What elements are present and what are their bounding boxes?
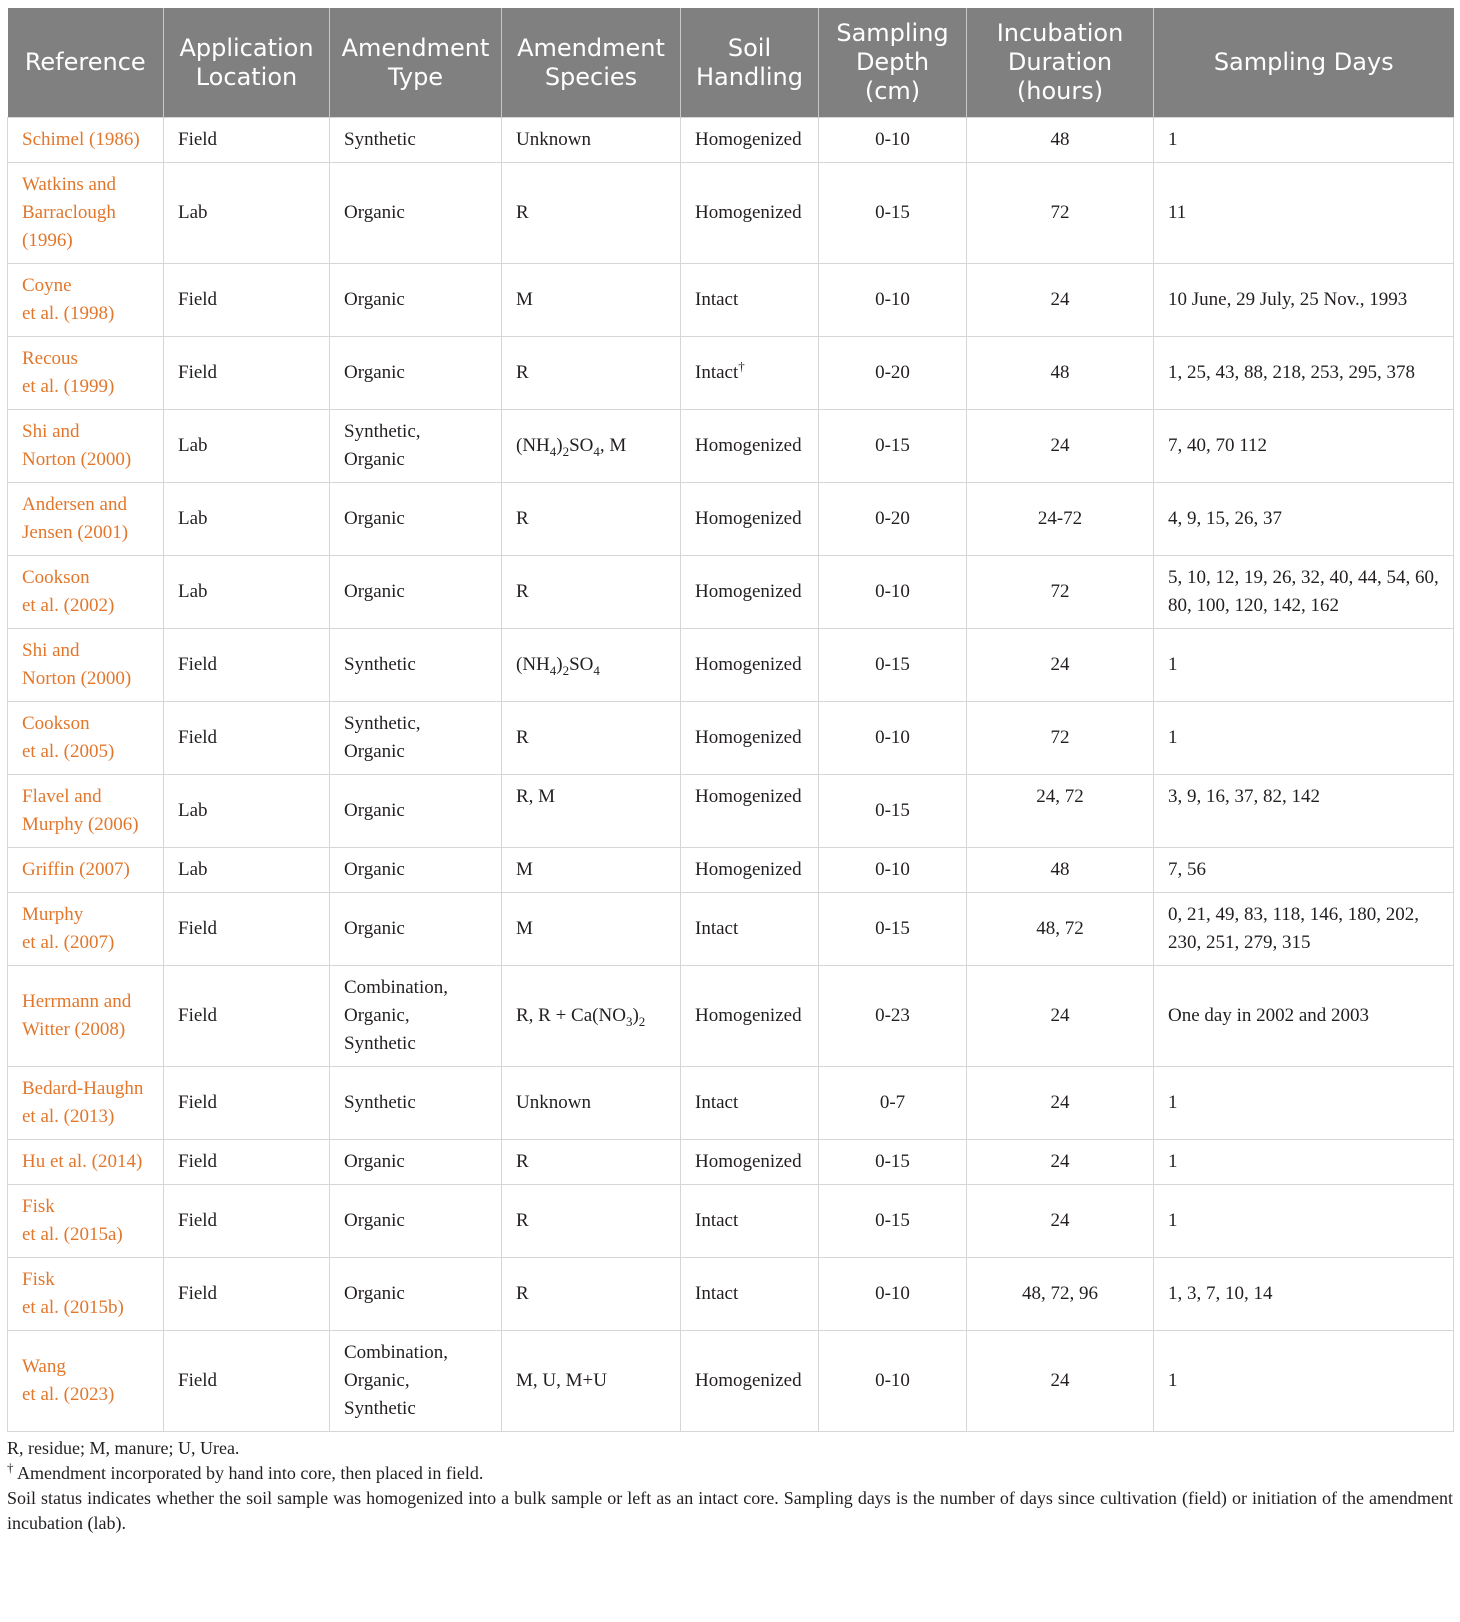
amendment-type-cell (330, 893, 502, 966)
table-row (8, 483, 1454, 556)
reference-line: Norton (2000) (22, 668, 132, 689)
reference-line: (1996) (22, 230, 73, 251)
table-row (8, 410, 1454, 483)
incubation-duration-cell: 24 (967, 966, 1154, 1067)
amendment-type-line: Organic (344, 202, 405, 223)
location-cell: Field (164, 1067, 330, 1140)
location-cell: Lab (164, 410, 330, 483)
incubation-duration-cell: 24 (967, 1140, 1154, 1185)
reference-cell (8, 629, 164, 702)
header-soil-handling: Soil Handling (681, 8, 819, 118)
reference-cell (8, 1140, 164, 1185)
handling-text: Intact (695, 1283, 739, 1304)
species-text: M, U, M+U (516, 1370, 607, 1391)
table-row (8, 118, 1454, 163)
sampling-days-cell: 5, 10, 12, 19, 26, 32, 40, 44, 54, 60, 80, 100, 120, 142, 162 (1154, 556, 1454, 629)
reference-line: Cookson (22, 713, 90, 734)
amendment-species-cell (502, 1185, 681, 1258)
incubation-duration-cell: 72 (967, 702, 1154, 775)
handling-text: Homogenized (695, 859, 802, 880)
amendment-type-line: Organic (344, 581, 405, 602)
reference-line: Jensen (2001) (22, 522, 129, 543)
amendment-type-cell (330, 483, 502, 556)
reference-line: et al. (1999) (22, 376, 115, 397)
amendment-type-cell (330, 1067, 502, 1140)
species-text: R (516, 1283, 529, 1304)
table-row (8, 556, 1454, 629)
amendment-species-cell (502, 966, 681, 1067)
soil-handling-cell (681, 775, 819, 848)
reference-cell (8, 483, 164, 556)
soil-handling-cell (681, 1140, 819, 1185)
soil-handling-cell (681, 264, 819, 337)
amendment-type-line: Organic (344, 362, 405, 383)
sampling-days-cell: 1 (1154, 1067, 1454, 1140)
reference-cell (8, 1258, 164, 1331)
amendment-type-cell (330, 410, 502, 483)
table-header (8, 8, 1454, 118)
table-row (8, 1067, 1454, 1140)
incubation-duration-cell: 24 (967, 1067, 1154, 1140)
species-part: ) (632, 1005, 639, 1026)
reference-line: Griffin (2007) (22, 859, 130, 880)
reference-line: et al. (2023) (22, 1384, 115, 1405)
amendment-type-line: Synthetic (344, 1398, 416, 1419)
amendment-type-line: Synthetic (344, 1092, 416, 1113)
species-text: Unknown (516, 129, 591, 150)
amendment-type-cell (330, 556, 502, 629)
footnote-soil-status: Soil status indicates whether the soil sample was homogenized into a bulk sample or left as an intact core. Sampling days is the number of days since cultivation (field) or initiation of the amendment incubation (lab). (7, 1488, 1453, 1533)
amendment-type-line: Synthetic, (344, 713, 421, 734)
amendment-type-line: Organic (344, 859, 405, 880)
sampling-days-cell: 11 (1154, 163, 1454, 264)
sampling-depth-cell: 0-15 (819, 1185, 967, 1258)
incubation-duration-cell: 24 (967, 410, 1154, 483)
reference-line: Shi and (22, 421, 80, 442)
amendment-type-line: Organic (344, 918, 405, 939)
amendment-species-cell (502, 163, 681, 264)
sampling-days-cell: 10 June, 29 July, 25 Nov., 1993 (1154, 264, 1454, 337)
species-text: R (516, 1210, 529, 1231)
reference-line: Coyne (22, 275, 72, 296)
sampling-days-cell: 4, 9, 15, 26, 37 (1154, 483, 1454, 556)
table-row (8, 264, 1454, 337)
reference-line: Norton (2000) (22, 449, 132, 470)
soil-handling-cell (681, 556, 819, 629)
handling-text: Intact (695, 289, 739, 310)
amendment-type-line: Synthetic, (344, 421, 421, 442)
reference-line: Bedard-Haughn (22, 1078, 144, 1099)
amendment-type-cell (330, 118, 502, 163)
location-cell: Field (164, 966, 330, 1067)
reference-line: Herrmann and (22, 991, 132, 1012)
reference-line: Murphy (22, 904, 84, 925)
incubation-duration-cell: 48 (967, 848, 1154, 893)
reference-cell (8, 163, 164, 264)
incubation-duration-cell: 24, 72 (967, 775, 1154, 848)
sampling-depth-cell: 0-15 (819, 775, 967, 848)
species-part: 3 (625, 1013, 633, 1029)
species-part: (NH (516, 654, 550, 675)
incubation-duration-cell: 48 (967, 118, 1154, 163)
amendment-species-cell (502, 556, 681, 629)
reference-cell (8, 775, 164, 848)
reference-line: Andersen and (22, 494, 127, 515)
amendment-type-line: Organic (344, 289, 405, 310)
amendment-type-line: Synthetic (344, 129, 416, 150)
species-part: 4 (549, 662, 557, 678)
header-amendment-type: Amendment Type (330, 8, 502, 118)
sampling-depth-cell: 0-15 (819, 629, 967, 702)
location-cell: Field (164, 702, 330, 775)
sampling-depth-cell: 0-10 (819, 118, 967, 163)
footnote-dagger-text: Amendment incorporated by hand into core, then placed in field. (13, 1463, 484, 1483)
header-reference: Reference (8, 8, 164, 118)
amendment-species-cell (502, 1140, 681, 1185)
handling-text: Homogenized (695, 202, 802, 223)
reference-line: Watkins and (22, 174, 116, 195)
header-incubation-duration: Incubation Duration (hours) (967, 8, 1154, 118)
sampling-days-cell: 1 (1154, 1140, 1454, 1185)
species-text: R, M (516, 786, 556, 807)
species-part: SO (569, 654, 594, 675)
sampling-days-cell: 1 (1154, 1331, 1454, 1432)
reference-line: Hu et al. (2014) (22, 1151, 143, 1172)
handling-text: Intact (695, 1210, 739, 1231)
species-part: ) (556, 435, 563, 456)
species-part: 2 (562, 443, 570, 459)
incubation-duration-cell: 48, 72, 96 (967, 1258, 1154, 1331)
soil-handling-cell (681, 893, 819, 966)
species-part: SO (569, 435, 594, 456)
amendment-type-line: Synthetic (344, 654, 416, 675)
sampling-days-cell: 7, 56 (1154, 848, 1454, 893)
sampling-depth-cell: 0-15 (819, 893, 967, 966)
location-cell: Field (164, 893, 330, 966)
amendment-type-cell (330, 1258, 502, 1331)
location-cell: Field (164, 337, 330, 410)
amendment-species-cell (502, 1258, 681, 1331)
reference-line: Witter (2008) (22, 1019, 126, 1040)
sampling-depth-cell: 0-10 (819, 556, 967, 629)
table-row (8, 1331, 1454, 1432)
sampling-depth-cell: 0-15 (819, 1140, 967, 1185)
incubation-duration-cell: 24 (967, 1185, 1154, 1258)
amendment-species-cell (502, 893, 681, 966)
header-amendment-species: Amendment Species (502, 8, 681, 118)
reference-line: Schimel (1986) (22, 129, 140, 150)
amendment-type-line: Organic (344, 449, 405, 470)
dagger-mark: † (738, 358, 745, 374)
amendment-species-cell (502, 775, 681, 848)
footnote-abbreviations: R, residue; M, manure; U, Urea. (7, 1438, 240, 1458)
table-row (8, 1185, 1454, 1258)
species-text: R (516, 508, 529, 529)
table-row (8, 893, 1454, 966)
location-cell: Lab (164, 848, 330, 893)
header-sampling-depth: Sampling Depth (cm) (819, 8, 967, 118)
incubation-duration-cell: 48 (967, 337, 1154, 410)
amendment-species-cell (502, 410, 681, 483)
species-text: M (516, 289, 533, 310)
location-cell: Field (164, 1331, 330, 1432)
species-text: R (516, 202, 529, 223)
sampling-depth-cell: 0-10 (819, 702, 967, 775)
dagger-mark: † (7, 1460, 14, 1475)
header-application-location: Application Location (164, 8, 330, 118)
species-part: 2 (638, 1013, 646, 1029)
reference-cell (8, 556, 164, 629)
handling-text: Homogenized (695, 581, 802, 602)
reference-line: et al. (2015a) (22, 1224, 123, 1245)
reference-line: Fisk (22, 1196, 55, 1217)
amendment-species-cell (502, 483, 681, 556)
amendment-type-line: Organic, (344, 1370, 410, 1391)
incubation-duration-cell: 72 (967, 556, 1154, 629)
location-cell: Lab (164, 483, 330, 556)
amendment-type-cell (330, 337, 502, 410)
incubation-duration-cell: 24-72 (967, 483, 1154, 556)
handling-text: Homogenized (695, 508, 802, 529)
amendment-type-line: Organic (344, 508, 405, 529)
soil-handling-cell (681, 1331, 819, 1432)
location-cell: Lab (164, 556, 330, 629)
amendment-species-cell (502, 337, 681, 410)
species-text: M (516, 918, 533, 939)
amendment-type-line: Organic (344, 1210, 405, 1231)
sampling-depth-cell: 0-15 (819, 410, 967, 483)
header-row (8, 8, 1454, 118)
sampling-depth-cell: 0-15 (819, 163, 967, 264)
amendment-type-cell (330, 1185, 502, 1258)
reference-cell (8, 893, 164, 966)
header-sampling-days: Sampling Days (1154, 8, 1454, 118)
species-text: R (516, 727, 529, 748)
species-part: ) (556, 654, 563, 675)
handling-text: Intact (695, 362, 739, 383)
handling-text: Homogenized (695, 435, 802, 456)
reference-line: Murphy (2006) (22, 814, 139, 835)
table-row (8, 702, 1454, 775)
handling-text: Homogenized (695, 727, 802, 748)
species-text: M (516, 859, 533, 880)
amendment-type-cell (330, 163, 502, 264)
reference-line: Recous (22, 348, 78, 369)
handling-text: Homogenized (695, 1151, 802, 1172)
amendment-species-cell (502, 1067, 681, 1140)
species-part: 4 (549, 443, 557, 459)
sampling-depth-cell: 0-20 (819, 337, 967, 410)
table-row (8, 629, 1454, 702)
reference-line: et al. (2002) (22, 595, 115, 616)
reference-line: Fisk (22, 1269, 55, 1290)
table-row (8, 848, 1454, 893)
soil-handling-cell (681, 118, 819, 163)
amendment-type-line: Organic (344, 1283, 405, 1304)
sampling-days-cell: 1 (1154, 118, 1454, 163)
sampling-days-cell: 1 (1154, 1185, 1454, 1258)
species-part: (NH (516, 435, 550, 456)
handling-text: Homogenized (695, 129, 802, 150)
amendment-type-cell (330, 264, 502, 337)
sampling-depth-cell: 0-10 (819, 264, 967, 337)
sampling-days-cell: 1 (1154, 629, 1454, 702)
reference-line: Barraclough (22, 202, 116, 223)
species-part: 4 (593, 443, 600, 459)
reference-line: Shi and (22, 640, 80, 661)
sampling-depth-cell: 0-20 (819, 483, 967, 556)
amendment-type-line: Organic (344, 1151, 405, 1172)
soil-handling-cell (681, 483, 819, 556)
handling-text: Homogenized (695, 1005, 802, 1026)
sampling-days-cell: 1, 3, 7, 10, 14 (1154, 1258, 1454, 1331)
reference-line: et al. (2005) (22, 741, 115, 762)
reference-cell (8, 264, 164, 337)
sampling-depth-cell: 0-23 (819, 966, 967, 1067)
handling-text: Intact (695, 1092, 739, 1113)
reference-cell (8, 410, 164, 483)
location-cell: Field (164, 118, 330, 163)
incubation-duration-cell: 24 (967, 264, 1154, 337)
incubation-duration-cell: 48, 72 (967, 893, 1154, 966)
soil-handling-cell (681, 1185, 819, 1258)
reference-cell (8, 337, 164, 410)
amendment-type-cell (330, 1140, 502, 1185)
handling-text: Homogenized (695, 654, 802, 675)
location-cell: Field (164, 1140, 330, 1185)
species-text: R (516, 362, 529, 383)
handling-text: Homogenized (695, 1370, 802, 1391)
amendment-type-line: Combination, (344, 1342, 448, 1363)
table-row (8, 1258, 1454, 1331)
sampling-days-cell: 3, 9, 16, 37, 82, 142 (1154, 775, 1454, 848)
amendment-type-line: Combination, (344, 977, 448, 998)
soil-handling-cell (681, 629, 819, 702)
reference-line: Cookson (22, 567, 90, 588)
reference-line: Wang (22, 1356, 66, 1377)
sampling-days-cell: One day in 2002 and 2003 (1154, 966, 1454, 1067)
amendment-type-cell (330, 629, 502, 702)
amendment-type-cell (330, 966, 502, 1067)
amendment-species-cell (502, 1331, 681, 1432)
location-cell: Lab (164, 775, 330, 848)
species-text: R (516, 1151, 529, 1172)
sampling-days-cell: 1, 25, 43, 88, 218, 253, 295, 378 (1154, 337, 1454, 410)
soil-handling-cell (681, 966, 819, 1067)
sampling-depth-cell: 0-10 (819, 1258, 967, 1331)
incubation-duration-cell: 24 (967, 1331, 1154, 1432)
reference-line: et al. (2015b) (22, 1297, 124, 1318)
table-footnotes (7, 1436, 1453, 1536)
soil-handling-cell (681, 163, 819, 264)
amendment-species-cell (502, 702, 681, 775)
location-cell: Field (164, 1258, 330, 1331)
sampling-depth-cell: 0-7 (819, 1067, 967, 1140)
soil-handling-cell (681, 1067, 819, 1140)
handling-text: Homogenized (695, 786, 802, 807)
sampling-days-cell: 1 (1154, 702, 1454, 775)
table-row (8, 163, 1454, 264)
incubation-duration-cell: 72 (967, 163, 1154, 264)
amendment-species-cell (502, 629, 681, 702)
soil-handling-cell (681, 1258, 819, 1331)
sampling-days-cell: 0, 21, 49, 83, 118, 146, 180, 202, 230, 251, 279, 315 (1154, 893, 1454, 966)
sampling-depth-cell: 0-10 (819, 1331, 967, 1432)
species-part: , M (599, 435, 627, 456)
soil-handling-cell (681, 702, 819, 775)
reference-line: Flavel and (22, 786, 102, 807)
reference-cell (8, 848, 164, 893)
reference-cell (8, 702, 164, 775)
amendment-type-cell (330, 775, 502, 848)
amendment-species-cell (502, 264, 681, 337)
species-part: 2 (562, 662, 570, 678)
amendment-species-cell (502, 848, 681, 893)
table-container (7, 8, 1453, 1536)
location-cell: Field (164, 264, 330, 337)
location-cell: Field (164, 629, 330, 702)
incubation-duration-cell: 24 (967, 629, 1154, 702)
reference-cell (8, 1067, 164, 1140)
reference-cell (8, 1331, 164, 1432)
amendment-species-cell (502, 118, 681, 163)
amendment-type-cell (330, 702, 502, 775)
data-table (7, 8, 1454, 1432)
amendment-type-cell (330, 848, 502, 893)
table-body (8, 118, 1454, 1432)
species-part: R, R + Ca(NO (516, 1005, 626, 1026)
soil-handling-cell (681, 410, 819, 483)
reference-line: et al. (2007) (22, 932, 115, 953)
soil-handling-cell (681, 337, 819, 410)
location-cell: Field (164, 1185, 330, 1258)
sampling-depth-cell: 0-10 (819, 848, 967, 893)
species-part: 4 (593, 662, 600, 678)
location-cell: Lab (164, 163, 330, 264)
amendment-type-cell (330, 1331, 502, 1432)
amendment-type-line: Synthetic (344, 1033, 416, 1054)
amendment-type-line: Organic, (344, 1005, 410, 1026)
reference-line: et al. (1998) (22, 303, 115, 324)
soil-handling-cell (681, 848, 819, 893)
reference-line: et al. (2013) (22, 1106, 115, 1127)
reference-cell (8, 118, 164, 163)
reference-cell (8, 1185, 164, 1258)
handling-text: Intact (695, 918, 739, 939)
table-row (8, 775, 1454, 848)
amendment-type-line: Organic (344, 800, 405, 821)
species-text: Unknown (516, 1092, 591, 1113)
species-text: R (516, 581, 529, 602)
amendment-type-line: Organic (344, 741, 405, 762)
table-row (8, 966, 1454, 1067)
table-row (8, 337, 1454, 410)
reference-cell (8, 966, 164, 1067)
sampling-days-cell: 7, 40, 70 112 (1154, 410, 1454, 483)
table-row (8, 1140, 1454, 1185)
footnote-dagger (7, 1461, 1453, 1486)
